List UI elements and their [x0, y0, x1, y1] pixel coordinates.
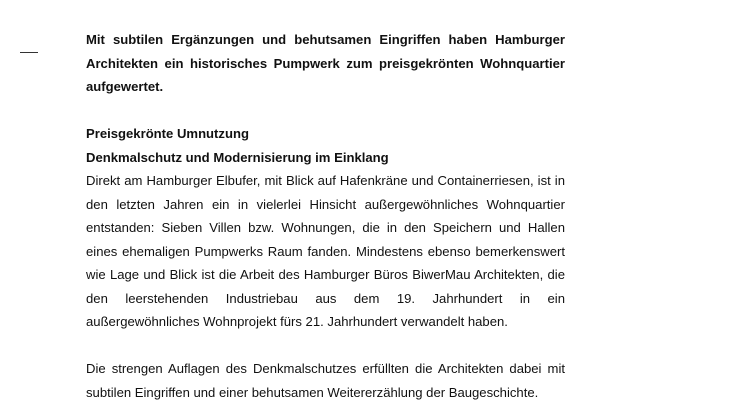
body-paragraph-1: Direkt am Hamburger Elbufer, mit Blick auf Hafenkräne und Containerriesen, ist in den letzten Jahren ein in vielerlei Hinsicht außergewöhnliches Wohnquartier entstanden: Sieben Villen bzw. Wohnungen, die in den Speichern und Hallen eines ehemaligen Pumpwerks Raum fanden. Mindestens ebenso bemerkenswert wie Lage und Blick ist die Arbeit des Hamburger Büros BiwerMau Architekten, die den leerstehenden Industriebau aus dem 19. Jahrhundert in ein außergewöhnliches Wohnprojekt fürs 21. Jahrhundert verwandelt haben.: [86, 173, 565, 329]
paragraph-gap: [86, 334, 565, 358]
body-paragraph-2: Die strengen Auflagen des Denkmalschutzes erfüllten die Architekten dabei mit subtilen Eingriffen und einer behutsamen Weitererzählung der Baugeschichte.: [86, 361, 565, 400]
paragraph-gap: [86, 99, 565, 123]
document-body: [86, 28, 565, 404]
heading-award: Preisgekrönte Umnutzung: [86, 126, 249, 141]
margin-dash: [20, 52, 38, 53]
heading-subtitle: Denkmalschutz und Modernisierung im Einklang: [86, 149, 389, 165]
lead-paragraph: Mit subtilen Ergänzungen und behutsamen Eingriffen haben Hamburger Architekten ein historisches Pumpwerk zum preisgekrönten Wohnquartier aufgewertet.: [86, 32, 565, 94]
